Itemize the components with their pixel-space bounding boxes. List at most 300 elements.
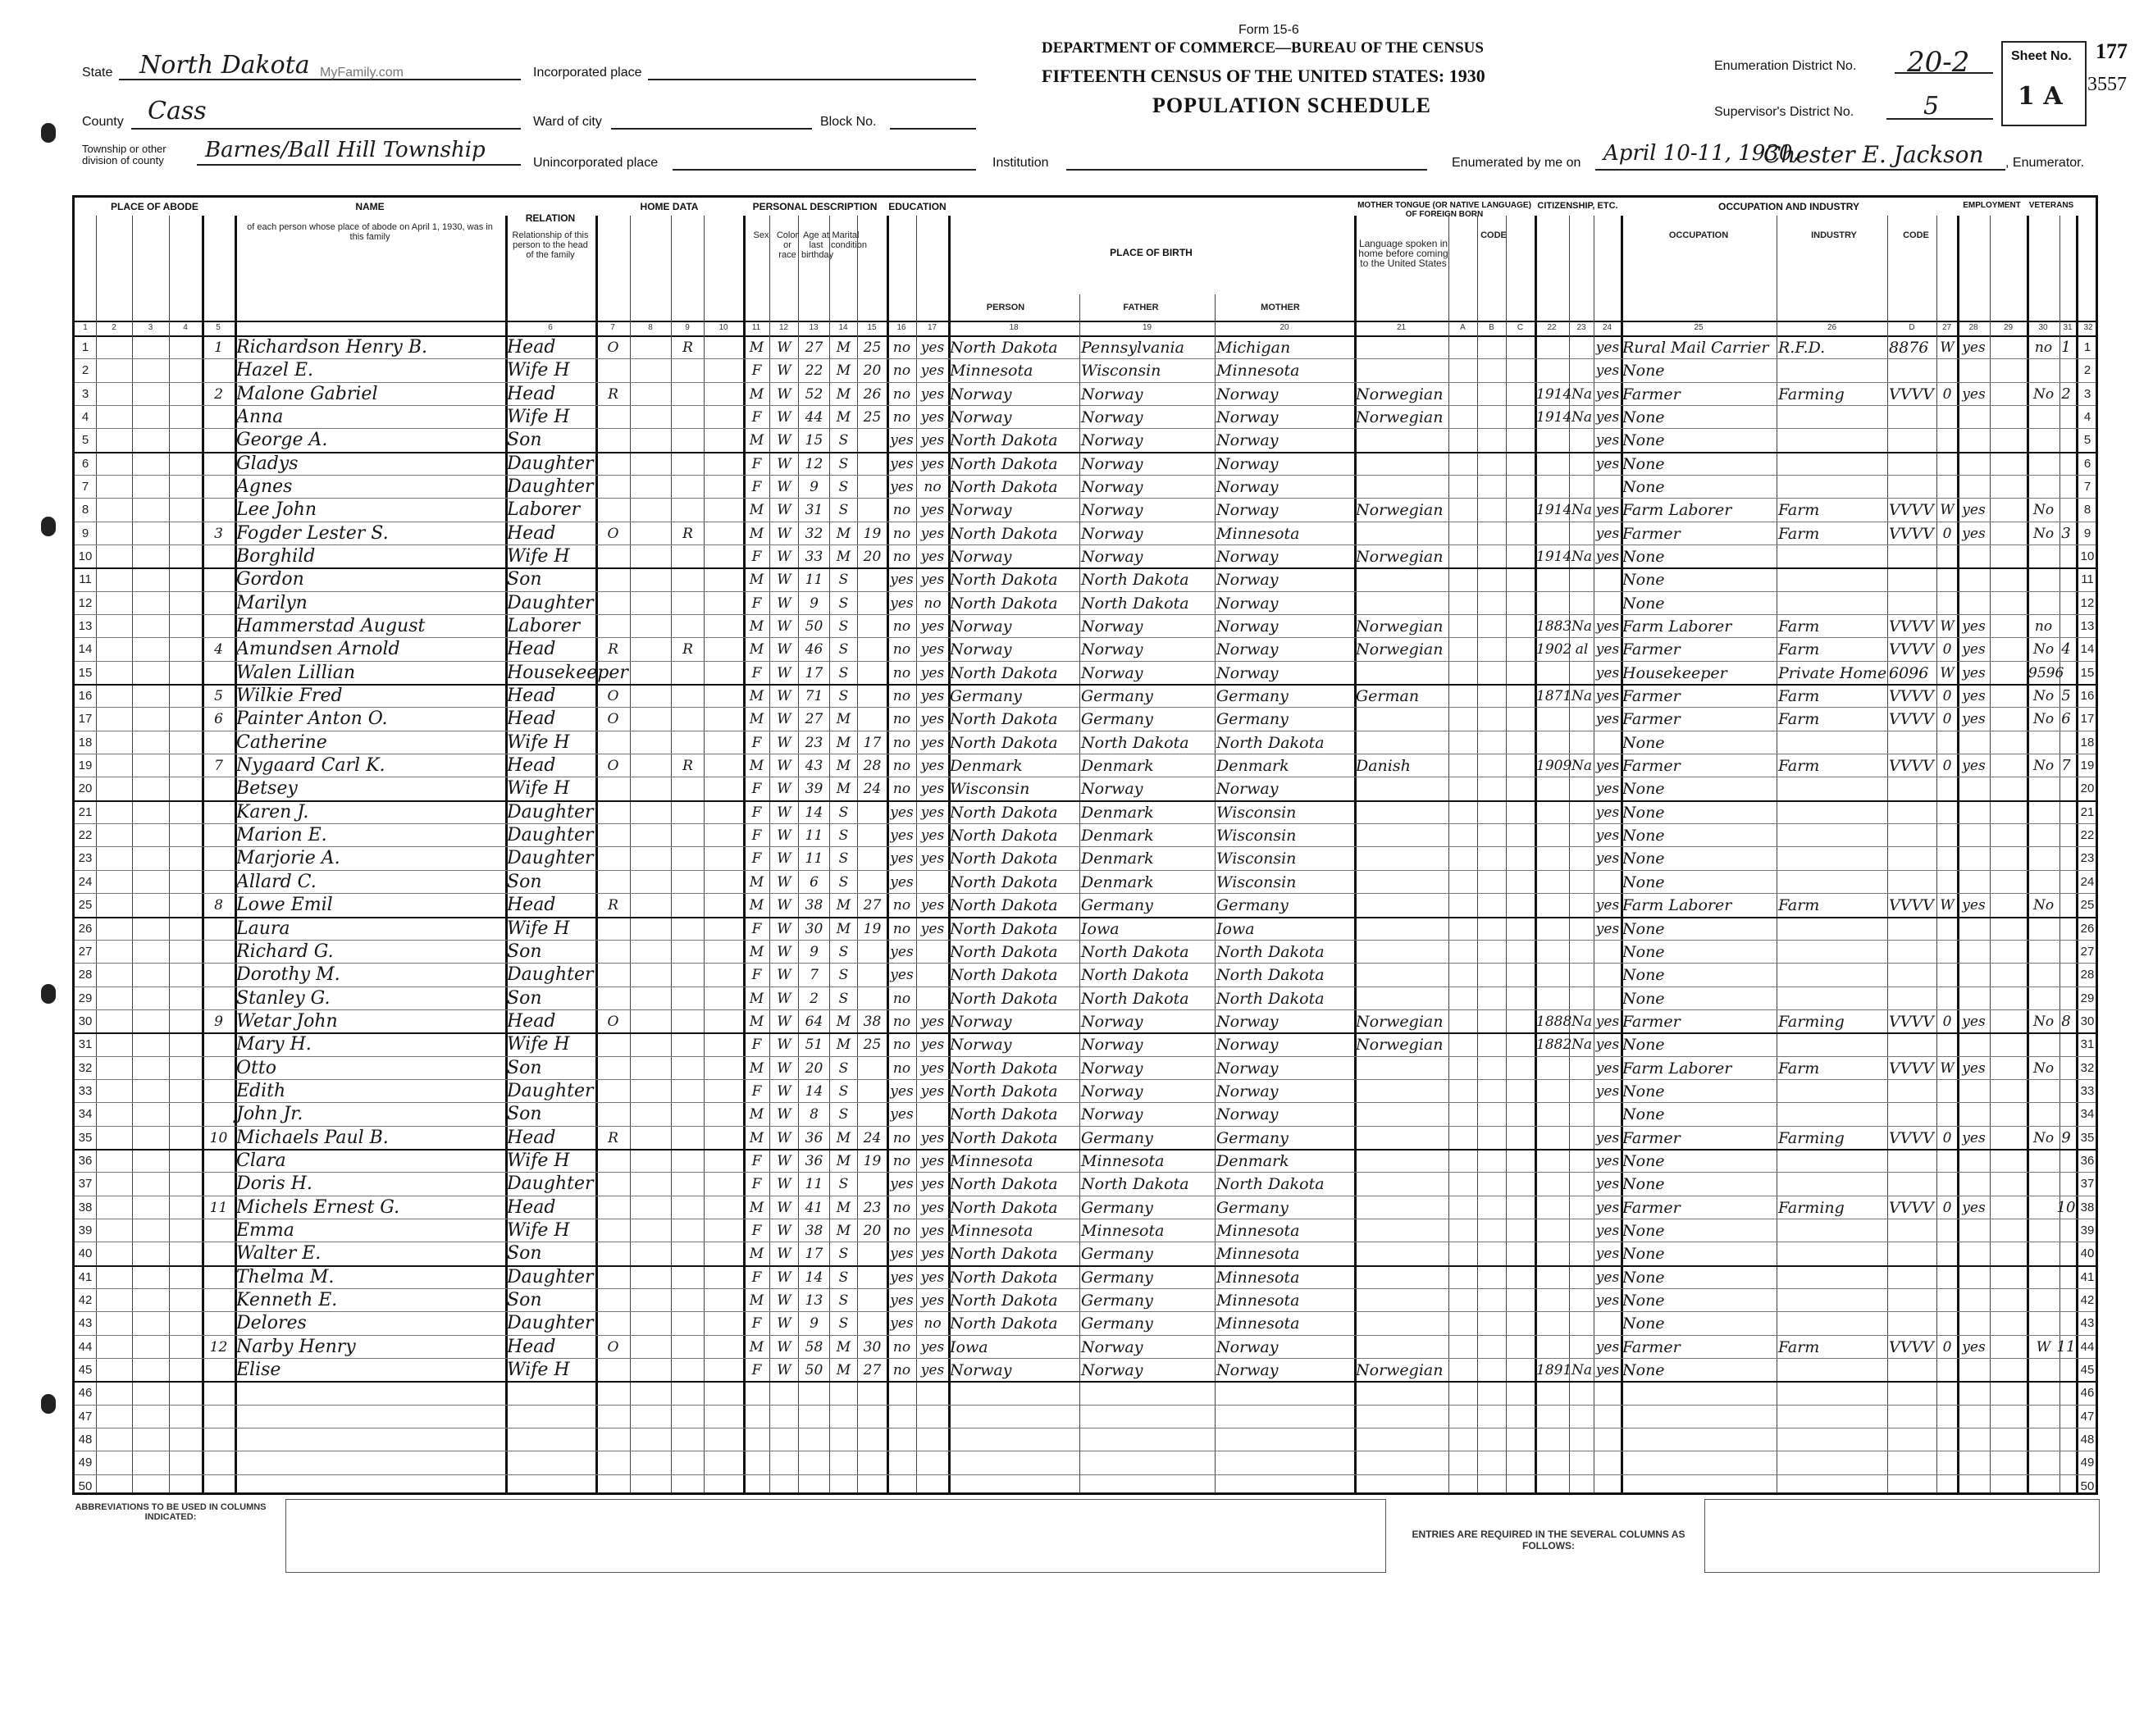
cell-vet: No	[2032, 1129, 2055, 1146]
cell-name: Narby Henry	[236, 1336, 356, 1357]
cell-fpob: Norway	[1081, 1012, 1143, 1031]
cell-rel: Daughter	[507, 964, 594, 986]
cell-mpob: Wisconsin	[1216, 873, 1297, 891]
cell-cit: Na	[1571, 549, 1592, 566]
cell-rel: Wife H	[507, 731, 570, 753]
cell-pob: North Dakota	[950, 1198, 1058, 1217]
cell-occ: None	[1622, 733, 1665, 752]
color-col: Color or race	[776, 230, 799, 260]
column-rule	[769, 216, 770, 1492]
cell-ind: R.F.D.	[1778, 339, 1826, 357]
cell-name: Marjorie A.	[236, 848, 340, 869]
line-number-right: 45	[2080, 1362, 2095, 1377]
cell-occ: Farmer	[1622, 1198, 1681, 1217]
cell-agem: 25	[863, 409, 882, 426]
cell-fam: 3	[214, 525, 223, 542]
cell-rel: Head	[507, 1336, 556, 1357]
cell-read: yes	[920, 1013, 945, 1030]
cell-rel: Wife H	[507, 918, 570, 939]
sheet-value: 1 A	[2018, 82, 2063, 111]
cell-mpob: Wisconsin	[1216, 803, 1297, 822]
cell-fpob: Germany	[1081, 1198, 1153, 1217]
cell-age: 14	[805, 1082, 823, 1100]
cell-agem: 23	[863, 1199, 882, 1216]
group-education: EDUCATION	[888, 201, 946, 212]
cell-mar: S	[838, 827, 849, 845]
cell-mar: S	[838, 1315, 849, 1333]
cell-sex: F	[751, 664, 762, 681]
cell-fam: 1	[214, 339, 223, 356]
cell-eng: yes	[1595, 549, 1620, 566]
cell-mar: M	[836, 362, 851, 380]
column-number: 17	[927, 323, 937, 332]
institution-label: Institution	[992, 156, 1049, 170]
cell-vet: No	[2032, 711, 2055, 728]
cell-ind: Farm	[1778, 640, 1820, 659]
cell-farmno: 11	[2056, 1337, 2076, 1356]
cell-rel: Daughter	[507, 801, 594, 822]
cell-code: VVVV	[1889, 1012, 1934, 1031]
cell-sex: M	[749, 1292, 764, 1309]
cell-ind: Farm	[1778, 896, 1820, 915]
cell-imm: 1888	[1536, 1013, 1572, 1030]
cell-age: 12	[805, 455, 823, 472]
line-number-right: 35	[2080, 1130, 2095, 1145]
cell-emp: yes	[1962, 664, 1986, 681]
cell-eng: yes	[1595, 641, 1620, 658]
cell-age: 46	[805, 641, 823, 658]
cell-occ: Farmer	[1622, 1012, 1681, 1031]
cell-mar: S	[838, 432, 849, 449]
cell-fpob: Norway	[1081, 1036, 1143, 1055]
watermark: MyFamily.com	[320, 66, 404, 80]
cell-rel: Head	[507, 639, 556, 660]
cell-sch: yes	[890, 1269, 914, 1286]
cell-cit: Na	[1571, 1013, 1592, 1030]
line-number-right: 46	[2080, 1386, 2095, 1401]
line-number-right: 32	[2080, 1060, 2095, 1075]
column-number: A	[1460, 323, 1466, 332]
group-name: NAME	[355, 201, 385, 212]
binder-hole	[41, 123, 56, 143]
cell-occ: Farmer	[1622, 687, 1681, 706]
cell-eng: yes	[1595, 688, 1620, 705]
column-number: 28	[1968, 323, 1978, 332]
cell-pob: Minnesota	[950, 1221, 1033, 1240]
cell-sch: yes	[890, 1176, 914, 1193]
line-number: 22	[78, 828, 93, 843]
cell-mpob: Germany	[1216, 687, 1289, 706]
cell-sex: M	[749, 1013, 764, 1030]
cell-eng: yes	[1595, 1176, 1620, 1193]
line-number: 47	[78, 1409, 93, 1424]
cell-sch: yes	[890, 1292, 914, 1309]
cell-race: W	[777, 850, 791, 868]
cell-eng: yes	[1595, 781, 1620, 798]
enumerated-label: Enumerated by me on	[1452, 156, 1581, 170]
cell-sex: M	[749, 572, 764, 589]
cell-mar: M	[836, 549, 851, 566]
cell-name: Marilyn	[236, 592, 308, 613]
cell-mar: S	[838, 455, 849, 472]
cell-fpob: Norway	[1081, 1360, 1143, 1379]
cell-pob: North Dakota	[950, 1291, 1058, 1310]
line-number-right: 41	[2080, 1269, 2095, 1284]
cell-age: 9	[810, 1315, 819, 1333]
cell-sch: no	[892, 1152, 911, 1169]
cell-eng: yes	[1595, 339, 1620, 356]
cell-race: W	[777, 525, 791, 542]
cell-age: 27	[805, 339, 823, 356]
column-rule	[169, 216, 170, 1492]
column-rule	[630, 216, 631, 1492]
cell-emp: yes	[1962, 618, 1986, 636]
cell-agem: 25	[863, 1037, 882, 1054]
cell-fpob: Norway	[1081, 1105, 1143, 1124]
cell-race: W	[777, 664, 791, 681]
cell-pob: North Dakota	[950, 733, 1058, 752]
cell-rel: Son	[507, 1104, 542, 1125]
cell-mpob: Minnesota	[1216, 1221, 1300, 1240]
line-number: 16	[78, 689, 93, 704]
cell-agem: 24	[863, 1129, 882, 1146]
column-number: 15	[867, 323, 877, 332]
cell-mpob: Germany	[1216, 1198, 1289, 1217]
cell-pob: North Dakota	[950, 803, 1058, 822]
group-mother-tongue: MOTHER TONGUE (OR NATIVE LANGUAGE) OF FOREIGN BORN	[1357, 201, 1531, 219]
cell-rel: Wife H	[507, 1219, 570, 1241]
cell-name: Wetar John	[236, 1010, 338, 1032]
cell-sex: M	[749, 990, 764, 1007]
line-number: 40	[78, 1246, 93, 1261]
cell-name: Michels Ernest G.	[236, 1196, 400, 1218]
cell-race: W	[777, 1176, 791, 1193]
cell-sch: no	[892, 409, 911, 426]
cell-read: yes	[920, 711, 945, 728]
cell-farm: R	[682, 339, 693, 356]
cell-mpob: North Dakota	[1216, 733, 1325, 752]
column-rule	[1448, 216, 1449, 1492]
cell-sch: no	[892, 339, 911, 356]
column-number: 27	[1941, 323, 1952, 332]
cell-vet: No	[2032, 525, 2055, 542]
cell-mpob: Norway	[1216, 408, 1279, 427]
cell-occ: None	[1622, 1105, 1665, 1124]
cell-rel: Wife H	[507, 1359, 570, 1380]
line-number: 34	[78, 1107, 93, 1122]
cell-read: yes	[920, 409, 945, 426]
cell-sex: F	[751, 1082, 762, 1100]
cell-mpob: North Dakota	[1216, 942, 1325, 961]
cell-cls: W	[1940, 339, 1955, 356]
cell-eng: yes	[1595, 502, 1620, 519]
cell-agem: 28	[863, 758, 882, 775]
cell-farmno: 2	[2061, 385, 2071, 403]
cell-rel: Head	[507, 709, 556, 730]
line-number: 48	[78, 1432, 93, 1447]
cell-agem: 27	[863, 1361, 882, 1378]
cell-age: 22	[805, 362, 823, 380]
cell-race: W	[777, 758, 791, 775]
line-number-right: 21	[2080, 804, 2095, 819]
cell-pob: Norway	[950, 385, 1012, 403]
cell-pob: North Dakota	[950, 1059, 1058, 1078]
cell-rel: Daughter	[507, 825, 594, 846]
cell-fpob: Norway	[1081, 524, 1143, 543]
cell-fpob: Norway	[1081, 1337, 1143, 1356]
cell-read: yes	[920, 1361, 945, 1378]
cell-pob: North Dakota	[950, 1082, 1058, 1100]
cell-name: Hazel E.	[236, 360, 313, 381]
cell-pob: Norway	[950, 1036, 1012, 1055]
group-employment: EMPLOYMENT	[1963, 201, 2021, 210]
cell-mpob: Norway	[1216, 478, 1279, 497]
cell-tenure: O	[607, 758, 619, 775]
cell-mar: S	[838, 641, 849, 658]
cell-cls: W	[1940, 1059, 1955, 1077]
cell-rel: Son	[507, 1243, 542, 1264]
cell-lang: Danish	[1356, 757, 1411, 776]
line-number-right: 38	[2080, 1200, 2095, 1214]
cell-mar: M	[836, 897, 851, 914]
cell-cit: Na	[1571, 409, 1592, 426]
cell-fpob: Denmark	[1081, 873, 1154, 891]
cell-race: W	[777, 549, 791, 566]
line-number-right: 5	[2083, 433, 2091, 448]
cell-race: W	[777, 409, 791, 426]
cell-imm: 1914	[1536, 549, 1572, 566]
cell-mar: S	[838, 990, 849, 1007]
cell-sch: yes	[890, 455, 914, 472]
cell-sex: M	[749, 339, 764, 356]
cell-name: Kenneth E.	[236, 1289, 338, 1310]
cell-sch: no	[892, 1059, 911, 1077]
cell-vet: No	[2032, 502, 2055, 519]
cell-fpob: Norway	[1081, 1082, 1143, 1100]
cell-rel: Daughter	[507, 848, 594, 869]
column-rule	[2059, 216, 2060, 1492]
cell-occ: Farm Laborer	[1622, 1059, 1732, 1078]
cell-fam: 2	[214, 385, 223, 403]
cell-rel: Daughter	[507, 453, 594, 474]
cell-name: Edith	[236, 1080, 286, 1101]
cell-mar: S	[838, 1246, 849, 1263]
cell-race: W	[777, 455, 791, 472]
cell-mar: S	[838, 804, 849, 821]
township-value: Barnes/Ball Hill Township	[205, 138, 486, 162]
cell-fpob: Denmark	[1081, 803, 1154, 822]
cell-farmno: 8	[2061, 1012, 2071, 1030]
group-place-of-abode: PLACE OF ABODE	[111, 201, 198, 212]
township-label: Township or other division of county	[82, 143, 166, 166]
cell-age: 8	[810, 1106, 819, 1123]
line-number: 8	[81, 503, 89, 517]
cell-sch: no	[892, 525, 911, 542]
cell-read: yes	[920, 734, 945, 751]
cell-sex: F	[751, 595, 762, 612]
cell-eng: yes	[1595, 711, 1620, 728]
cell-mar: S	[838, 595, 849, 612]
cell-vet: No	[2032, 758, 2055, 775]
cell-pob: North Dakota	[950, 524, 1058, 543]
line-number: 35	[78, 1130, 93, 1145]
cell-age: 38	[805, 897, 823, 914]
cell-pob: Norway	[950, 1360, 1012, 1379]
column-number: 12	[778, 323, 789, 332]
cell-ind: Farming	[1778, 1128, 1845, 1147]
cell-imm: 1914	[1536, 385, 1572, 403]
cell-occ: None	[1622, 1268, 1665, 1287]
abbrev-title: ABBREVIATIONS TO BE USED IN COLUMNS INDICATED:	[75, 1502, 267, 1522]
sheet-label: Sheet No.	[2011, 49, 2072, 63]
cell-name: Anna	[236, 407, 284, 428]
cell-sex: F	[751, 455, 762, 472]
cell-race: W	[777, 502, 791, 519]
census-title: FIFTEENTH CENSUS OF THE UNITED STATES: 1930	[1042, 66, 1485, 86]
mother-col: MOTHER	[1261, 303, 1300, 312]
line-number-right: 44	[2080, 1339, 2095, 1354]
cell-farmno: 10	[2056, 1198, 2076, 1216]
cell-rel: Head	[507, 895, 556, 916]
cell-sch: no	[892, 1199, 911, 1216]
line-number: 26	[78, 921, 93, 936]
cell-eng: yes	[1595, 827, 1620, 845]
line-number-right: 22	[2080, 828, 2095, 843]
cell-eng: yes	[1595, 362, 1620, 380]
cell-mar: M	[836, 1338, 851, 1356]
column-rule	[202, 216, 204, 1492]
cell-name: Amundsen Arnold	[236, 639, 400, 660]
state-label: State	[82, 66, 113, 80]
cell-race: W	[777, 1246, 791, 1263]
cell-occ: None	[1622, 1221, 1665, 1240]
cell-mpob: Denmark	[1216, 1151, 1289, 1170]
cell-mpob: Minnesota	[1216, 1245, 1300, 1264]
column-number: 19	[1142, 323, 1152, 332]
cell-race: W	[777, 618, 791, 636]
cell-rel: Son	[507, 1057, 542, 1078]
cell-mar: M	[836, 711, 851, 728]
cell-code: VVVV	[1889, 1198, 1934, 1217]
cell-pob: North Dakota	[950, 919, 1058, 938]
cell-mpob: Minnesota	[1216, 1268, 1300, 1287]
cell-read: yes	[920, 432, 945, 449]
cell-vet: No	[2032, 688, 2055, 705]
cell-rel: Son	[507, 569, 542, 590]
cell-fpob: Denmark	[1081, 757, 1154, 776]
cell-name: Walter E.	[236, 1243, 322, 1264]
column-number: 7	[610, 323, 615, 332]
cell-race: W	[777, 1315, 791, 1333]
cell-mpob: Denmark	[1216, 757, 1289, 776]
cell-sex: F	[751, 827, 762, 845]
cell-race: W	[777, 804, 791, 821]
cell-name: Fogder Lester S.	[236, 522, 389, 544]
cell-pob: Norway	[950, 640, 1012, 659]
cell-ind: Farm	[1778, 501, 1820, 520]
line-number-right: 11	[2081, 572, 2094, 587]
cell-race: W	[777, 1361, 791, 1378]
line-number: 15	[78, 665, 93, 680]
cell-race: W	[777, 897, 791, 914]
line-number: 36	[78, 1153, 93, 1168]
cell-sch: yes	[890, 595, 914, 612]
cell-pob: North Dakota	[950, 478, 1058, 497]
cell-ind: Farming	[1778, 1198, 1845, 1217]
cell-age: 43	[805, 758, 823, 775]
block-label: Block No.	[820, 115, 877, 129]
cell-sch: yes	[890, 804, 914, 821]
cell-farmno: 3	[2061, 524, 2071, 542]
cell-sex: F	[751, 479, 762, 496]
cell-read: yes	[920, 339, 945, 356]
line-number-right: 27	[2080, 944, 2095, 959]
line-number: 50	[78, 1479, 93, 1493]
cell-agem: 19	[863, 1152, 882, 1169]
cell-mar: S	[838, 502, 849, 519]
cell-code: VVVV	[1889, 1059, 1934, 1078]
cell-occ: Farm Laborer	[1622, 896, 1732, 915]
line-number: 25	[78, 898, 93, 913]
cell-read: yes	[920, 455, 945, 472]
cell-mpob: Germany	[1216, 1128, 1289, 1147]
schedule-grid	[72, 195, 2098, 1495]
cell-rel: Daughter	[507, 592, 594, 613]
column-rule	[595, 216, 598, 1492]
entries-title: ENTRIES ARE REQUIRED IN THE SEVERAL COLUMNS AS FOLLOWS:	[1412, 1529, 1685, 1551]
line-number-right: 31	[2080, 1037, 2095, 1052]
column-number: 23	[1576, 323, 1586, 332]
cell-farmno: 6	[2061, 710, 2071, 728]
cell-mpob: Norway	[1216, 1337, 1279, 1356]
cell-occ: Farmer	[1622, 385, 1681, 403]
cell-name: Lee John	[236, 499, 317, 521]
cell-read: yes	[920, 1199, 945, 1216]
cell-sch: no	[892, 385, 911, 403]
cell-agem: 30	[863, 1338, 882, 1356]
cell-age: 44	[805, 409, 823, 426]
cell-mpob: Germany	[1216, 710, 1289, 729]
cell-mar: S	[838, 479, 849, 496]
cell-imm: 1883	[1536, 618, 1572, 636]
cell-pob: North Dakota	[950, 966, 1058, 985]
column-rule	[798, 216, 799, 1492]
cell-name: Richardson Henry B.	[236, 337, 427, 358]
cell-age: 32	[805, 525, 823, 542]
cell-sch: no	[892, 781, 911, 798]
cell-race: W	[777, 572, 791, 589]
line-number: 17	[78, 712, 93, 727]
cell-tenure: R	[608, 897, 618, 914]
cell-race: W	[777, 339, 791, 356]
column-number: 32	[2083, 323, 2093, 332]
cell-pob: North Dakota	[950, 1105, 1058, 1124]
cell-fpob: Germany	[1081, 687, 1153, 706]
line-number: 32	[78, 1060, 93, 1075]
cell-sch: no	[892, 990, 911, 1007]
line-number: 49	[78, 1456, 93, 1470]
cell-eng: yes	[1595, 758, 1620, 775]
cell-ind: Farm	[1778, 617, 1820, 636]
column-number: 26	[1827, 323, 1837, 332]
line-number-right: 39	[2080, 1223, 2095, 1237]
cell-name: Malone Gabriel	[236, 383, 378, 404]
cell-race: W	[777, 827, 791, 845]
cell-ind: Farming	[1778, 1012, 1845, 1031]
cell-age: 6	[810, 873, 819, 891]
column-number: 10	[718, 323, 728, 332]
cell-read: yes	[920, 664, 945, 681]
